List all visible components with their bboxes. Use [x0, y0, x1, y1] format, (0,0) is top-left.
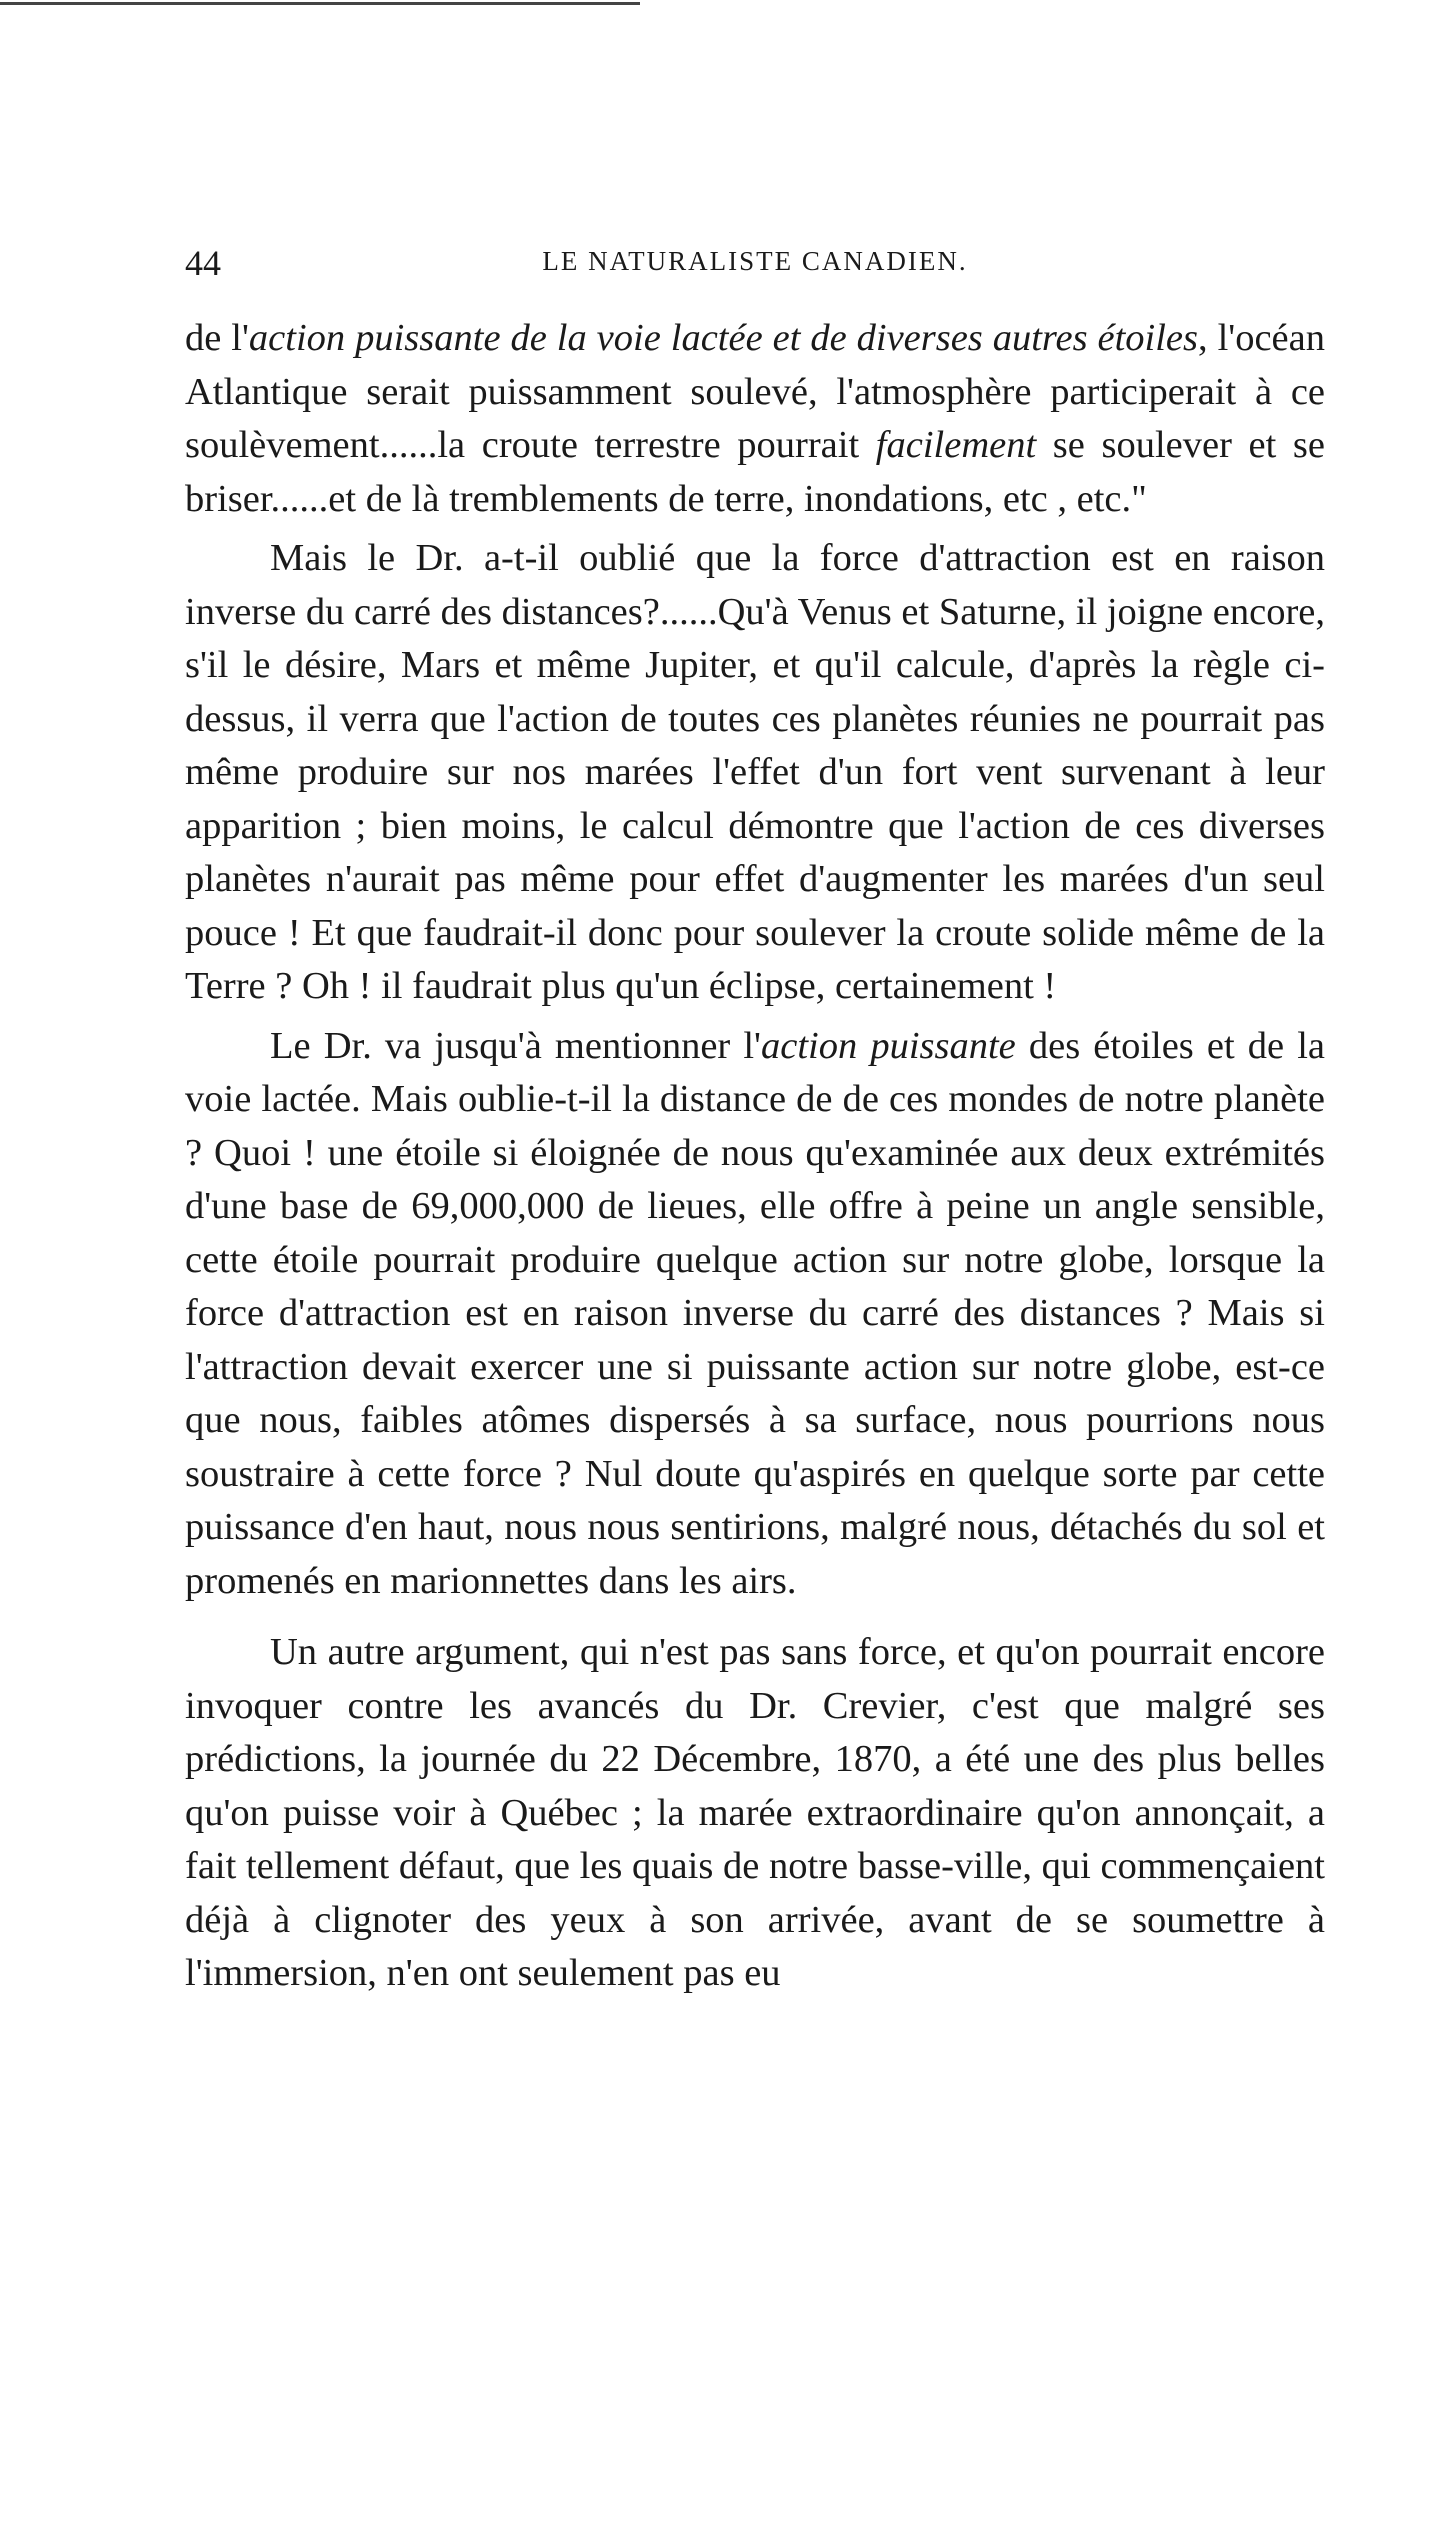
text-run: se soulever et se briser......et de là tremblements de terre, inondations, etc , etc.": [185, 424, 1326, 520]
italic-run: action puissante: [760, 1024, 1016, 1067]
text-run: , l'océan Atlantique serait puissamment soulevé, l'atmosphère participerait à ce soulèvement......la croute terrestre pourrait: [185, 317, 1325, 466]
top-edge-rule: [0, 2, 640, 5]
text-run: Mais le Dr. a-t-il oublié que la force d'attraction est en raison inverse du carré des distances?......Qu'à Venus et Saturne, il joigne encore, s'il le désire, Mars et même Jupiter, et qu'il calcule, d'après la règle ci-dessus, il verra que l'action de toutes ces planètes réunies ne pourrait pas même produire sur nos marées l'effet d'un fort vent survenant à leur apparition ; bien moins, le calcul démontre que l'action de ces diverses planètes n'aurait pas même pour effet d'augmenter les marées d'un seul pouce ! Et que faudrait-il donc pour soulever la croute solide même de la Terre ? Oh ! il faudrait plus qu'un éclipse, certainement !: [185, 537, 1325, 1007]
text-run: des étoiles et de la voie lactée. Mais oublie-t-il la distance de de ces mondes de notre planète ? Quoi ! une étoile si éloignée de nous qu'examinée aux deux extrémités d'une base de 69,000,000 de lieues, elle offre à peine un angle sensible, cette étoile pourrait produire quelque action sur notre globe, lorsque la force d'attraction est en raison inverse du carré des distances ? Mais si l'attraction devait exercer une si puissante action sur notre globe, est-ce que nous, faibles atômes dispersés à sa surface, nous pourrions nous soustraire à cette force ? Nul doute qu'aspirés en quelque sorte par cette puissance d'en haut, nous nous sentirions, malgré nous, détachés du sol et promenés en marionnettes dans les airs.: [185, 1024, 1325, 1602]
italic-run: facilement: [875, 424, 1037, 466]
running-head: [185, 242, 1325, 282]
paragraph-1: [185, 312, 1325, 526]
paragraph-4: [185, 1626, 1325, 2001]
body-text: [185, 312, 1325, 2001]
journal-title: LE NATURALISTE CANADIEN.: [542, 246, 968, 276]
paragraph-2: [185, 532, 1325, 1014]
text-run: Un autre argument, qui n'est pas sans force, et qu'on pourrait encore invoquer contre les avancés du Dr. Crevier, c'est que malgré ses prédictions, la journée du 22 Décembre, 1870, a été une des plus belles qu'on puisse voir à Québec ; la marée extraordinaire qu'on annonçait, a fait tellement défaut, que les quais de notre basse-ville, qui commençaient déjà à clignoter des yeux à son arrivée, avant de se soumettre à l'immersion, n'en ont seulement pas eu: [185, 1631, 1325, 1994]
text-run: de l': [185, 317, 249, 359]
paragraph-3: [185, 1020, 1325, 1609]
italic-run: action puissante de la voie lactée et de diverses autres étoiles: [248, 317, 1198, 359]
page-number: 44: [185, 243, 221, 283]
text-run: Le Dr. va jusqu'à mentionner l': [270, 1024, 761, 1067]
